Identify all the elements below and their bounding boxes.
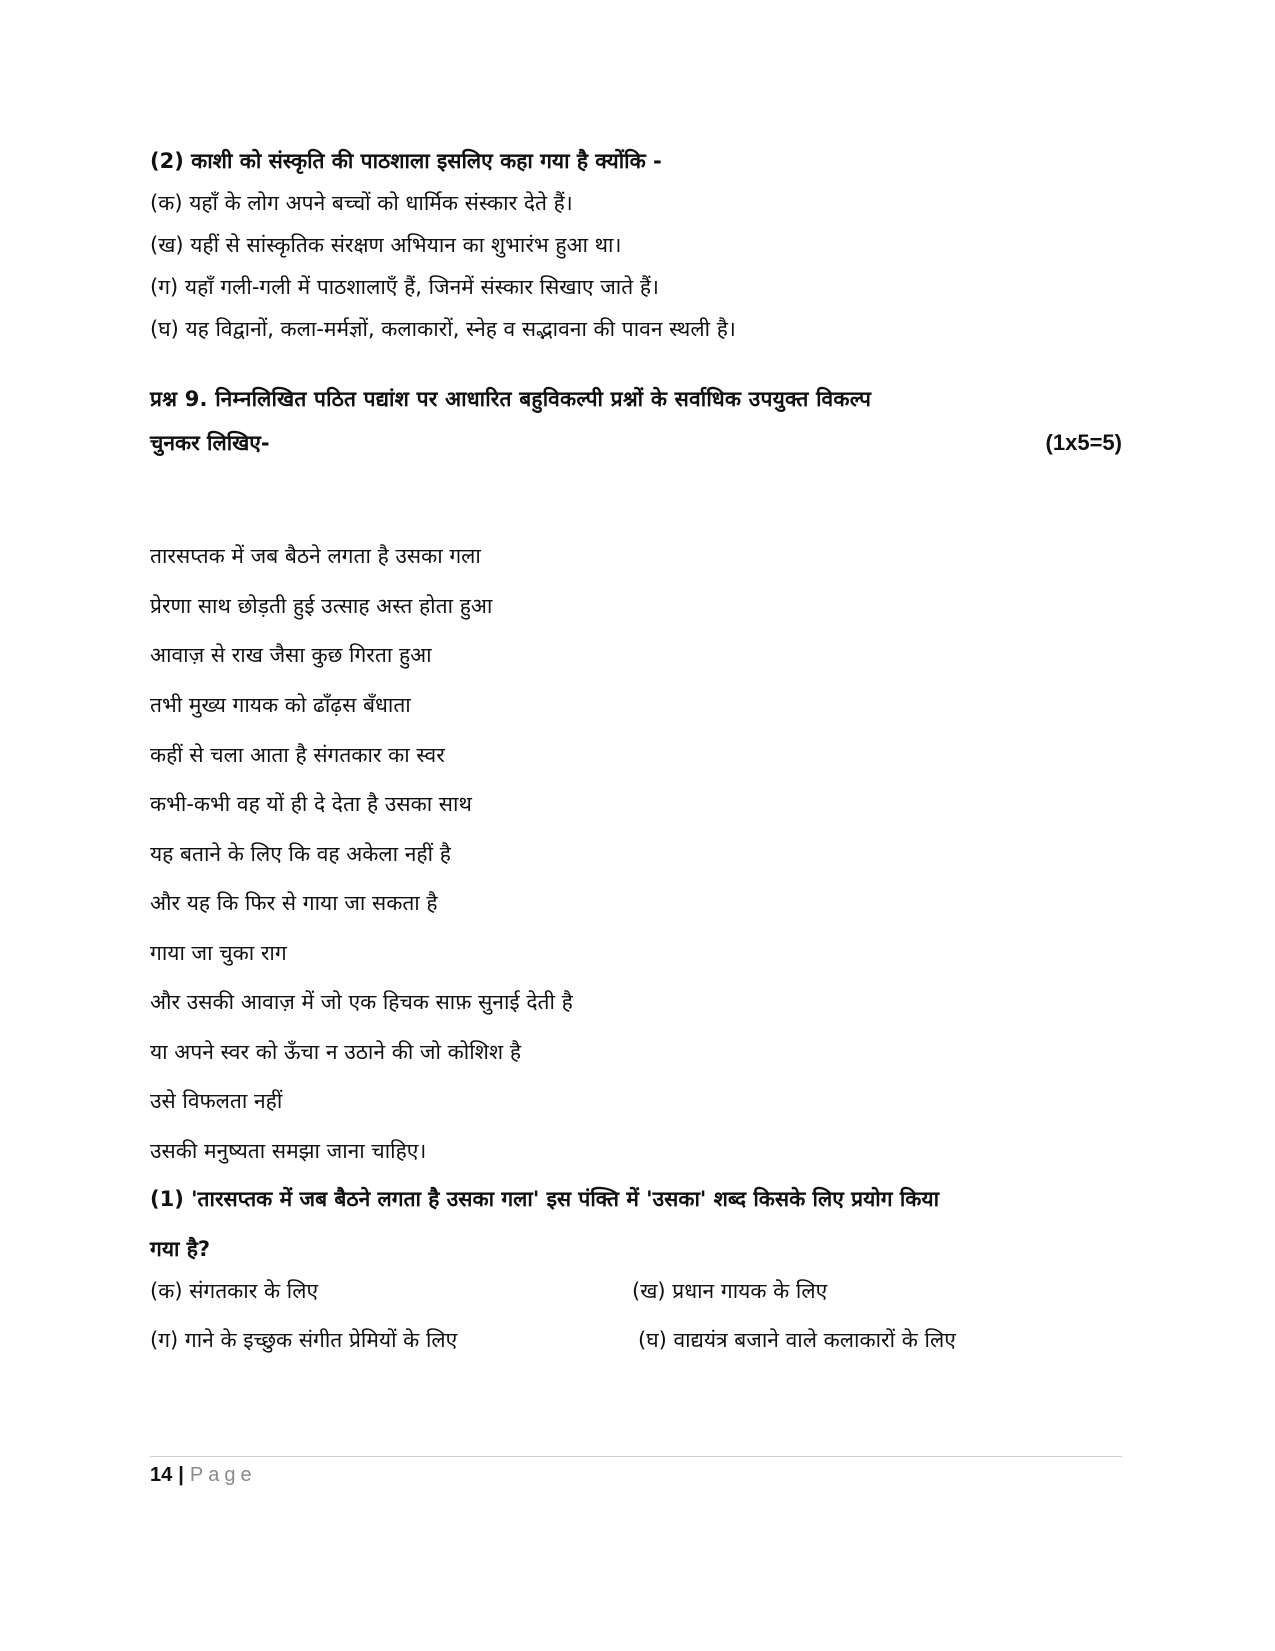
option-9-1-b: (ख) प्रधान गायक के लिए [632,1279,828,1303]
option-8-2-d: (घ) यह विद्वानों, कला-मर्मज्ञों, कलाकारों, स्नेह व सद्भावना की पावन स्थली है। [150,317,736,341]
page-label: Page [189,1464,257,1486]
page-number: 14 [150,1464,173,1486]
question-9-heading [150,384,1122,414]
option-8-2-b: (ख) यहीं से सांस्कृतिक संरक्षण अभियान का शुभारंभ हुआ था। [150,233,622,257]
option-9-1-c: (ग) गाने के इच्छुक संगीत प्रेमियों के लिए [150,1328,458,1352]
option-9-1-a: (क) संगतकार के लिए [150,1279,319,1303]
footer-separator: | [178,1464,184,1486]
option-8-2-a: (क) यहाँ के लोग अपने बच्चों को धार्मिक संस्कार देते हैं। [150,191,573,215]
footer-divider [150,1456,1122,1457]
question-8-2-text: (2) काशी को संस्कृति की पाठशाला इसलिए कहा गया है क्योंकि - [150,149,662,173]
poem-line: और उसकी आवाज़ में जो एक हिचक साफ़ सुनाई देती है [150,990,573,1014]
question-9-heading-row2 [150,428,1122,458]
poem-line: तारसप्तक में जब बैठने लगता है उसका गला [150,544,481,568]
question-9-heading-line1: प्रश्न 9. निम्नलिखित पठित पद्यांश पर आधारित बहुविकल्पी प्रश्नों के सर्वाधिक उपयुक्त विकल्प [150,387,872,411]
option-9-1-d: (घ) वाद्ययंत्र बजाने वाले कलाकारों के लिए [638,1328,956,1352]
poem-line: गाया जा चुका राग [150,941,287,965]
question-9-1-text-line1: (1) 'तारसप्तक में जब बैठने लगता है उसका गला' इस पंक्ति में 'उसका' शब्द किसके लिए प्रयोग किया [150,1187,940,1211]
poem-line: प्रेरणा साथ छोड़ती हुई उत्साह अस्त होता हुआ [150,594,493,618]
page-footer [150,1462,257,1488]
poem-line: कहीं से चला आता है संगतकार का स्वर [150,743,445,767]
poem-line: आवाज़ से राख जैसा कुछ गिरता हुआ [150,643,432,667]
poem-line: या अपने स्वर को ऊँचा न उठाने की जो कोशिश है [150,1040,522,1064]
poem-line: तभी मुख्य गायक को ढाँढ़स बँधाता [150,693,411,717]
question-9-heading-line2: चुनकर लिखिए- [150,431,270,455]
poem-line: और यह कि फिर से गाया जा सकता है [150,891,438,915]
option-8-2-c: (ग) यहाँ गली-गली में पाठशालाएँ हैं, जिनमें संस्कार सिखाए जाते हैं। [150,275,659,299]
question-9-marks: (1x5=5) [1045,430,1122,455]
poem-line: उसकी मनुष्यता समझा जाना चाहिए। [150,1139,427,1163]
question-9-1-text-line2: गया है? [150,1237,211,1261]
poem-line: यह बताने के लिए कि वह अकेला नहीं है [150,842,451,866]
poem-line: कभी-कभी वह यों ही दे देता है उसका साथ [150,792,472,816]
poem-line: उसे विफलता नहीं [150,1089,283,1113]
